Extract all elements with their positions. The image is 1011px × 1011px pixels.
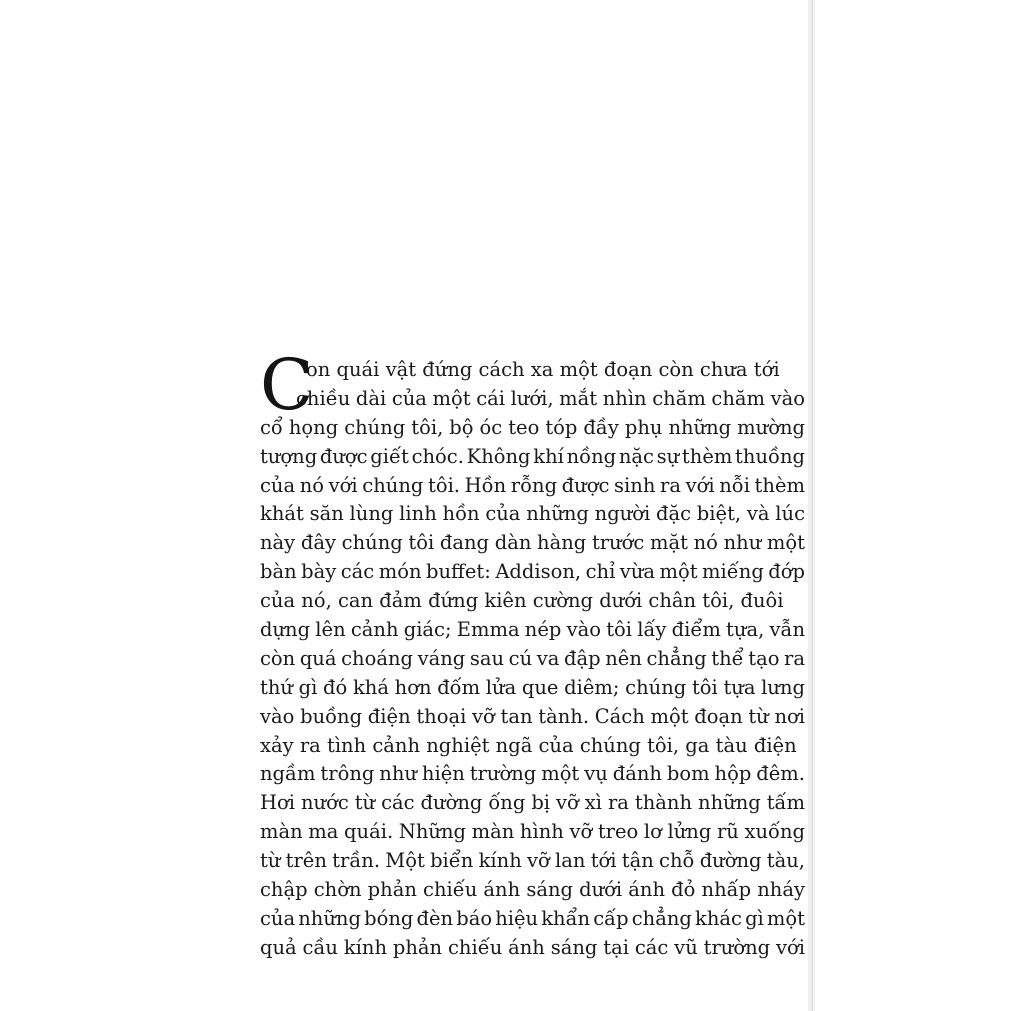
text-line: màn ma quái. Những màn hình vỡ treo lơ lửng rũ xuống <box>260 820 805 844</box>
right-margin <box>815 0 1011 1011</box>
text-line: thứ gì đó khá hơn đốm lửa que diêm; chúng tôi tựa lưng <box>260 675 805 699</box>
text-line: on quái vật đứng cách xa một đoạn còn chưa tới <box>306 358 780 381</box>
text-line: Hơi nước từ các đường ống bị vỡ xì ra thành những tấm <box>260 791 805 815</box>
text-line: của nó với chúng tôi. Hồn rỗng được sinh ra với nỗi thèm <box>260 473 805 497</box>
text-line: xảy ra tình cảnh nghiệt ngã của chúng tôi, ga tàu điện <box>260 733 797 757</box>
text-line: của những bóng đèn báo hiệu khẩn cấp chẳng khác gì một <box>260 906 805 930</box>
body-paragraph <box>260 344 805 963</box>
text-line: vào buồng điện thoại vỡ tan tành. Cách một đoạn từ nơi <box>260 704 805 728</box>
text-line: ngầm trông như hiện trường một vụ đánh bom hộp đêm. <box>260 762 805 786</box>
text-line: này đây chúng tôi đang dàn hàng trước mặt nó như một <box>260 531 805 555</box>
text-line: chập chờn phản chiếu ánh sáng dưới ánh đỏ nhấp nháy <box>260 878 805 902</box>
text-line: còn quá choáng váng sau cú va đập nên chẳng thể tạo ra <box>260 646 805 670</box>
text-line: của nó, can đảm đứng kiên cường dưới chân tôi, đuôi <box>260 589 784 613</box>
drop-cap: C <box>260 344 314 426</box>
text-line: dựng lên cảnh giác; Emma nép vào tôi lấy điểm tựa, vẫn <box>260 618 805 642</box>
text-line: cổ họng chúng tôi, bộ óc teo tóp đầy phụ những mường <box>260 415 805 439</box>
text-line: tượng được giết chóc. Không khí nồng nặc sự thèm thuồng <box>260 444 805 468</box>
text-line: bàn bày các món buffet: Addison, chỉ vừa một miếng đớp <box>260 560 805 584</box>
page-edge-line <box>812 0 813 1011</box>
text-line: từ trên trần. Một biển kính vỡ lan tới tận chỗ đường tàu, <box>260 849 805 873</box>
text-line: khát săn lùng linh hồn của những người đặc biệt, và lúc <box>260 502 805 526</box>
text-line: quả cầu kính phản chiếu ánh sáng tại các vũ trường với <box>260 935 805 959</box>
text-line: chiều dài của một cái lưới, mắt nhìn chăm chăm vào <box>296 386 805 410</box>
